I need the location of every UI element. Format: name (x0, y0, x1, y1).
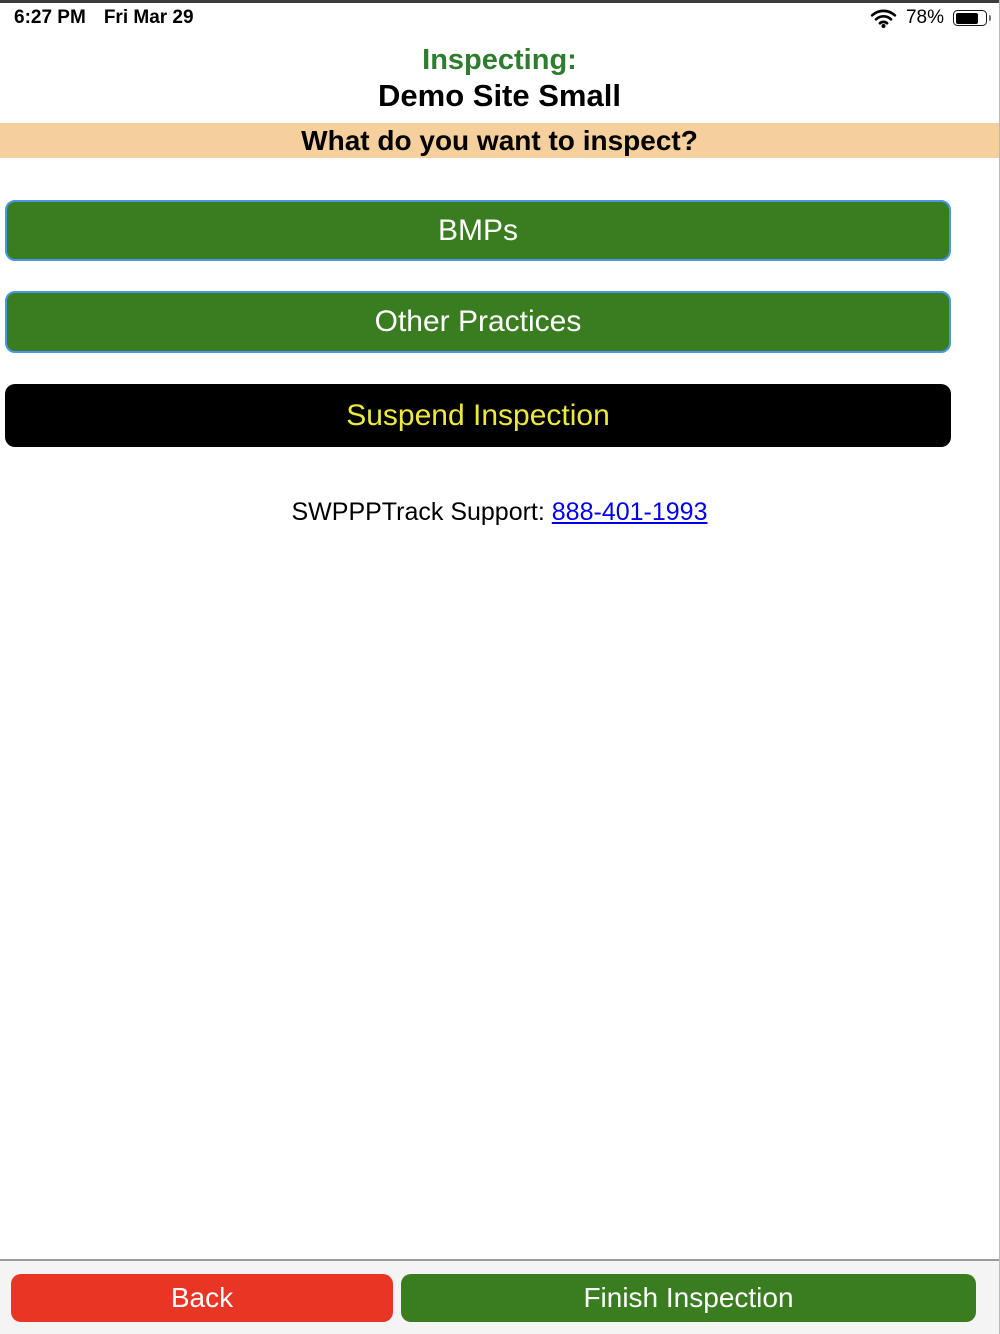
bmps-button[interactable]: BMPs (5, 200, 951, 261)
status-time: 6:27 PM (14, 7, 86, 28)
battery-nub (989, 15, 992, 21)
battery-icon (953, 10, 987, 26)
suspend-inspection-button[interactable]: Suspend Inspection (5, 384, 951, 447)
battery-fill (956, 13, 979, 24)
support-label: SWPPPTrack Support: (291, 498, 545, 526)
inspecting-label: Inspecting: (422, 44, 577, 76)
site-name: Demo Site Small (378, 78, 621, 113)
wifi-icon (870, 8, 897, 28)
support-phone-link[interactable]: 888-401-1993 (551, 498, 708, 526)
question-banner: What do you want to inspect? (0, 123, 999, 158)
support-line (0, 498, 999, 527)
other-practices-button[interactable]: Other Practices (5, 291, 951, 353)
footer-toolbar (0, 1259, 999, 1334)
status-date: Fri Mar 29 (103, 7, 194, 28)
battery-percent: 78% (905, 7, 944, 28)
finish-inspection-button[interactable]: Finish Inspection (401, 1274, 976, 1322)
back-button[interactable]: Back (11, 1274, 393, 1322)
status-bar (0, 3, 999, 33)
